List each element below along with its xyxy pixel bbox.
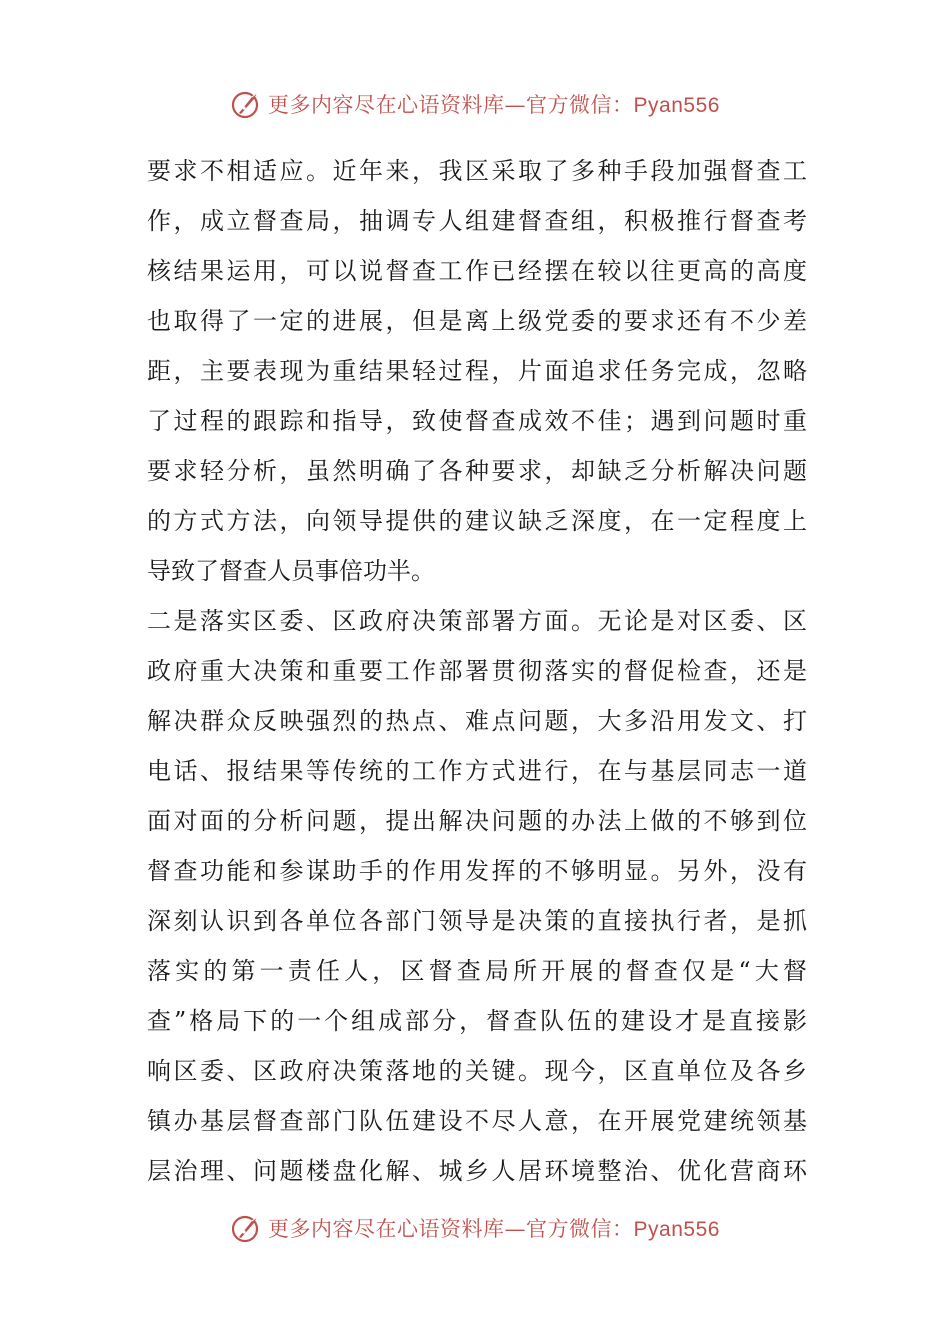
text-line: 督查功能和参谋助手的作用发挥的不够明显。另外，没有 — [147, 857, 807, 885]
watermark-text-en: Pyan556 — [633, 94, 720, 117]
text-line: 要求不相适应。近年来，我区采取了多种手段加强督查工 — [147, 157, 807, 185]
text-line: 也取得了一定的进展，但是离上级党委的要求还有不少差 — [147, 307, 807, 335]
watermark-footer — [0, 1208, 950, 1248]
text-line: 查”格局下的一个组成部分，督查队伍的建设才是直接影 — [147, 1007, 807, 1035]
watermark-text-en: Pyan556 — [633, 1218, 720, 1241]
text-line: 层治理、问题楼盘化解、城乡人居环境整治、优化营商环 — [147, 1157, 807, 1185]
text-line: 镇办基层督查部门队伍建设不尽人意，在开展党建统领基 — [147, 1107, 807, 1135]
text-line: 深刻认识到各单位各部门领导是决策的直接执行者，是抓 — [147, 907, 807, 935]
watermark-text-cn: 更多内容尽在心语资料库—官方微信： — [268, 93, 634, 117]
text-line: 政府重大决策和重要工作部署贯彻落实的督促检查，还是 — [147, 657, 807, 685]
text-line: 电话、报结果等传统的工作方式进行，在与基层同志一道 — [147, 757, 807, 785]
watermark-header — [0, 84, 950, 124]
pen-nib-logo-icon — [230, 1211, 264, 1245]
text-line: 要求轻分析，虽然明确了各种要求，却缺乏分析解决问题 — [147, 457, 807, 485]
text-line: 了过程的跟踪和指导，致使督查成效不佳；遇到问题时重 — [147, 407, 807, 435]
text-line: 导致了督查人员事倍功半。 — [147, 557, 435, 585]
text-line: 核结果运用，可以说督查工作已经摆在较以往更高的高度 — [147, 257, 807, 285]
pen-nib-logo-icon — [230, 87, 264, 121]
text-line: 响区委、区政府决策落地的关键。现今，区直单位及各乡 — [147, 1057, 807, 1085]
text-line: 解决群众反映强烈的热点、难点问题，大多沿用发文、打 — [147, 707, 807, 735]
watermark-text — [268, 89, 720, 119]
text-line: 二是落实区委、区政府决策部署方面。无论是对区委、区 — [147, 607, 807, 635]
text-line: 面对面的分析问题，提出解决问题的办法上做的不够到位 — [147, 807, 807, 835]
text-line: 作，成立督查局，抽调专人组建督查组，积极推行督查考 — [147, 207, 807, 235]
watermark-text-cn: 更多内容尽在心语资料库—官方微信： — [268, 1217, 634, 1241]
text-line: 距，主要表现为重结果轻过程，片面追求任务完成，忽略 — [147, 357, 807, 385]
text-line: 落实的第一责任人，区督查局所开展的督查仅是“大督 — [147, 957, 807, 985]
text-line: 的方式方法，向领导提供的建议缺乏深度，在一定程度上 — [147, 507, 807, 535]
watermark-text — [268, 1213, 720, 1243]
document-body — [147, 146, 807, 1196]
